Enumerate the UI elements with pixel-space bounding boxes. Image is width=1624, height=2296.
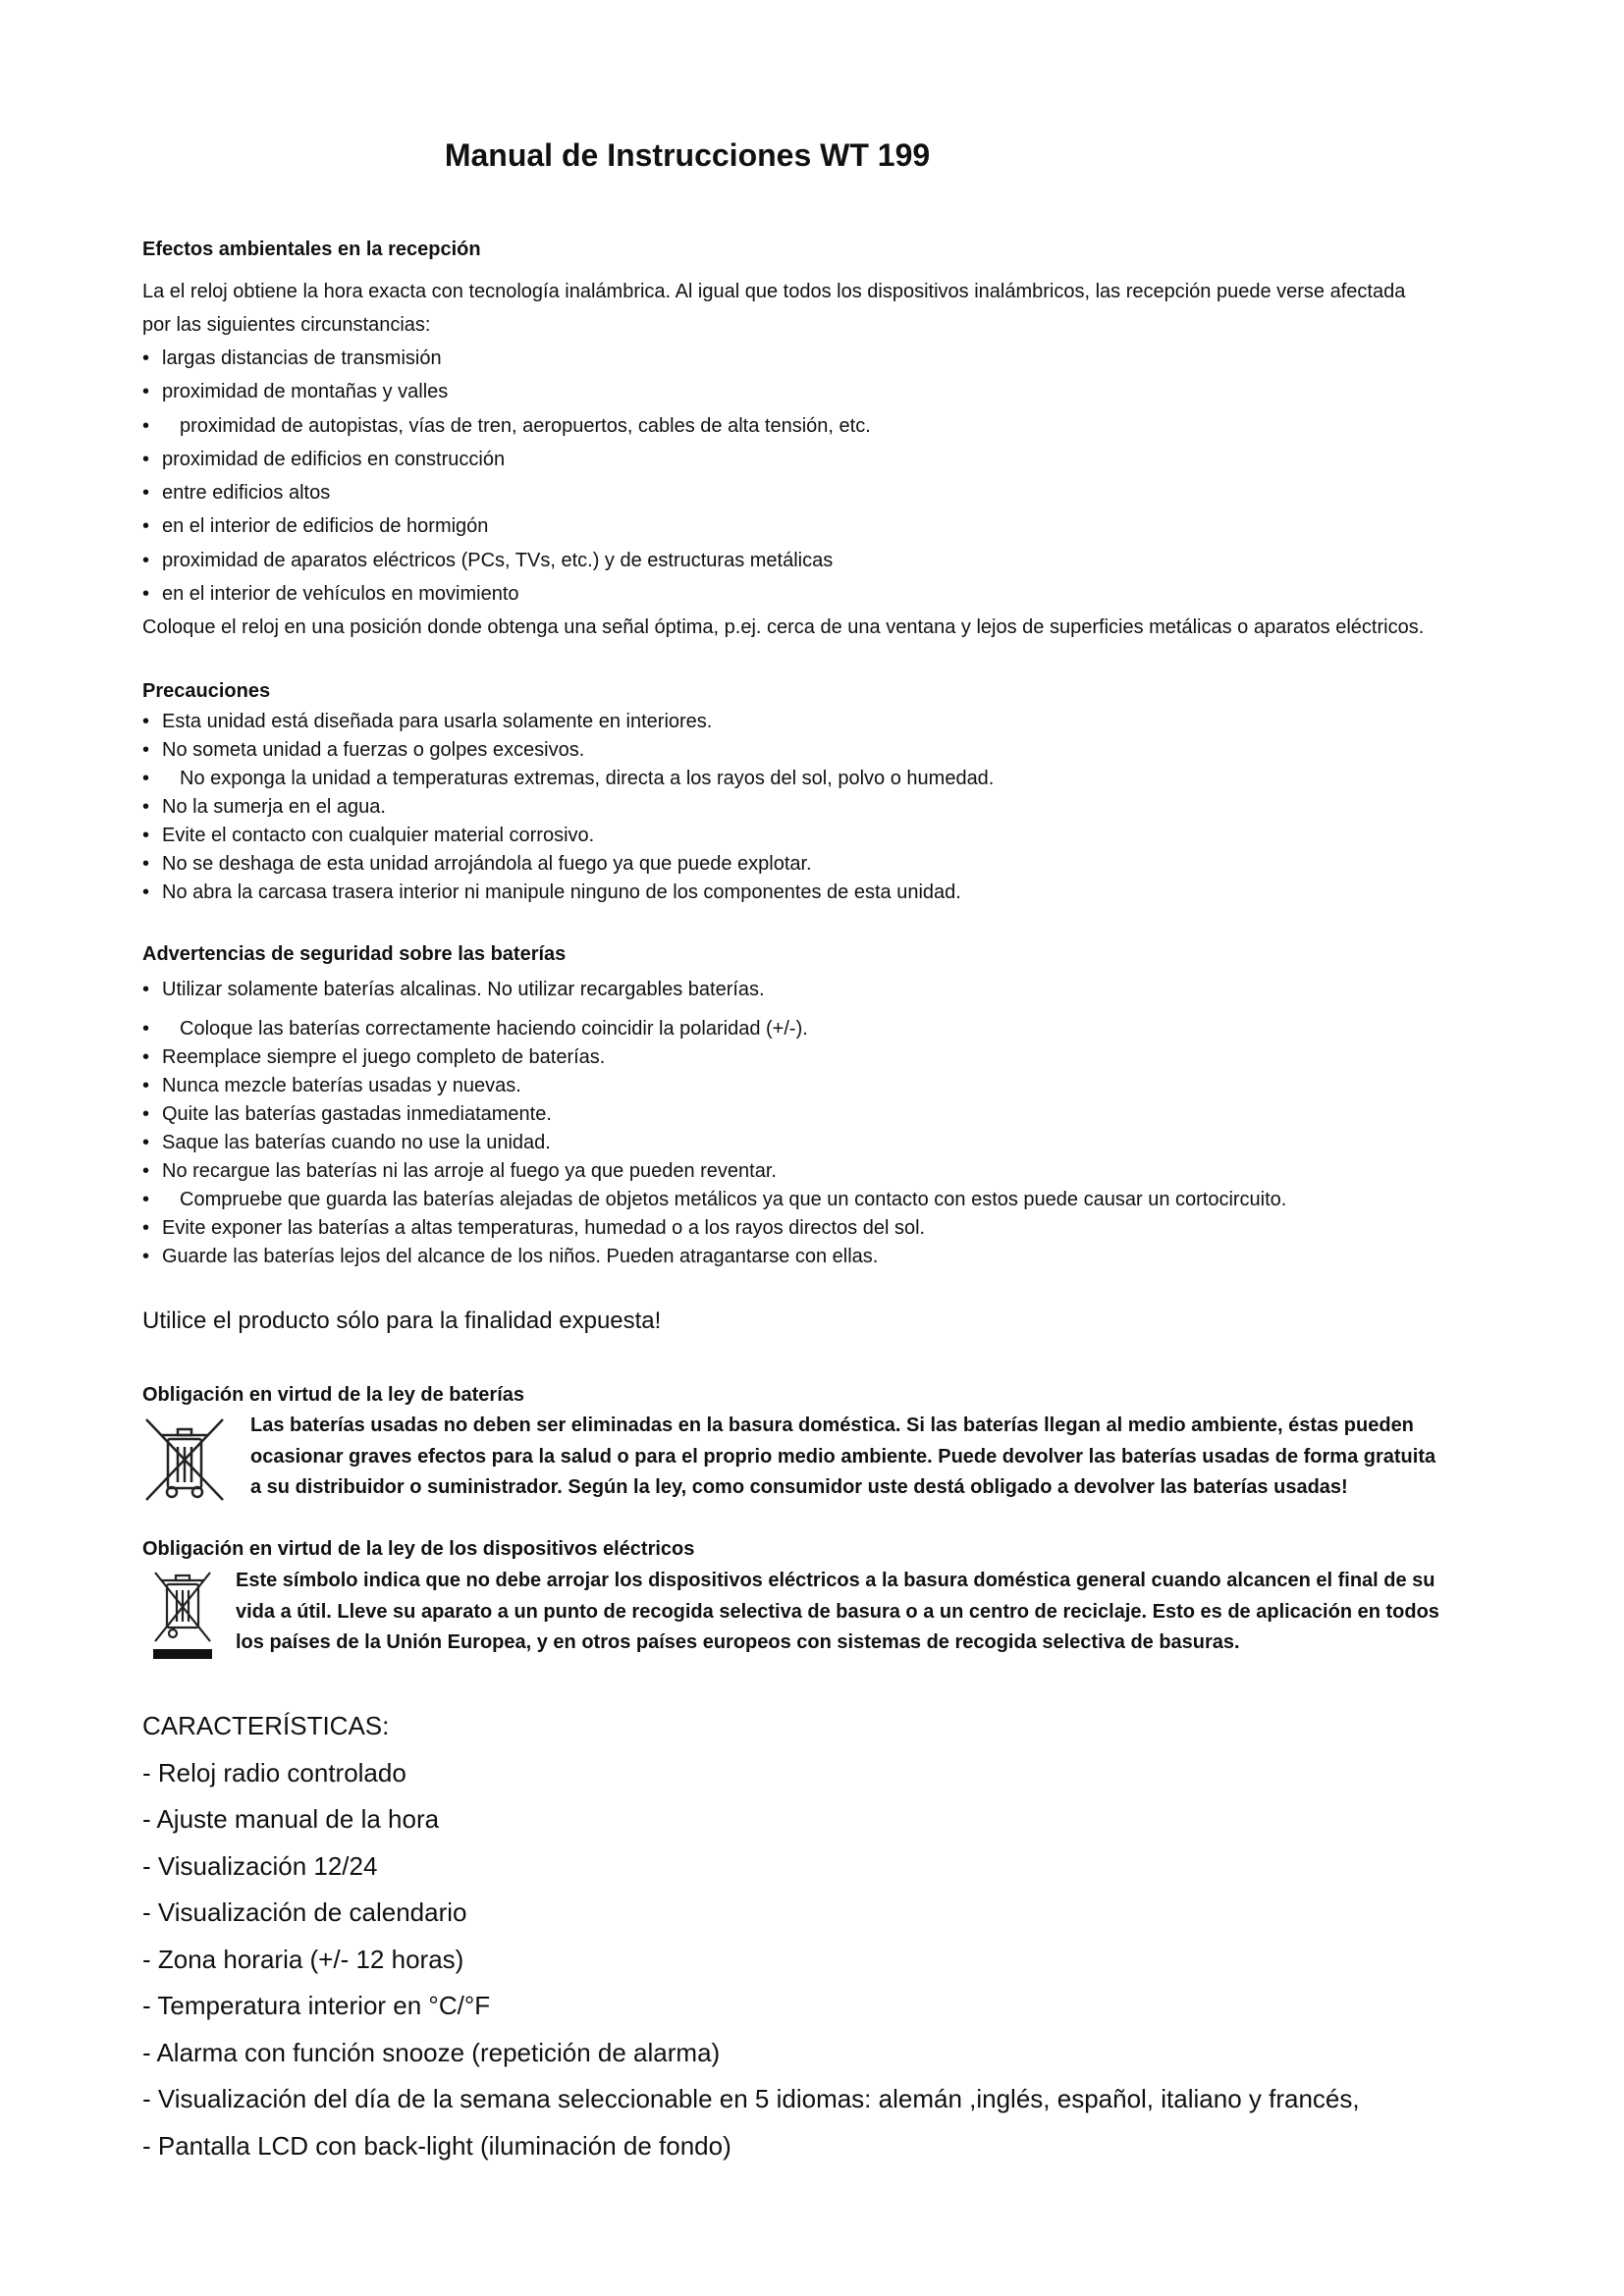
- list-item: • No se deshaga de esta unidad arrojándola al fuego ya que puede explotar.: [142, 850, 1517, 879]
- list-item: • Guarde las baterías lejos del alcance de los niños. Pueden atragantarse con ellas.: [142, 1243, 1517, 1271]
- paragraph-line: La el reloj obtiene la hora exacta con tecnología inalámbrica. Al igual que todos los dispositivos inalámbricos, las recepción puede verse afectada: [142, 281, 1406, 302]
- list-item: • No recargue las baterías ni las arroje al fuego ya que pueden reventar.: [142, 1157, 1517, 1186]
- list-item: • Quite las baterías gastadas inmediatamente.: [142, 1100, 1517, 1129]
- list-item: • Esta unidad está diseñada para usarla solamente en interiores.: [142, 708, 1517, 736]
- section-heading: Precauciones: [142, 680, 271, 702]
- feature-item: - Pantalla LCD con back-light (iluminación de fondo): [142, 2130, 731, 2161]
- paragraph-line: a su distribuidor o suministrador. Según la ley, como consumidor uste destá obligado a devolver las baterías usadas!: [250, 1476, 1348, 1498]
- section-precauciones: [142, 680, 1517, 703]
- section-caracteristicas: [142, 1703, 1517, 2169]
- paragraph-line: ocasionar graves efectos para la salud o para el proprio medio ambiente. Puede devolver las baterías usadas de forma gratuita: [250, 1445, 1436, 1468]
- precauciones-body: [142, 708, 1517, 907]
- section-efectos: [142, 239, 1517, 261]
- utilice-text: Utilice el producto sólo para la finalidad expuesta!: [142, 1308, 662, 1334]
- list-item: • Utilizar solamente baterías alcalinas. No utilizar recargables baterías.: [142, 976, 1517, 1004]
- paragraph-line: Las baterías usadas no deben ser eliminadas en la basura doméstica. Si las baterías llegan al medio ambiente, éstas pueden: [250, 1415, 1414, 1436]
- crossed-bin-icon: [142, 1414, 227, 1504]
- baterias-list-first: [142, 976, 1517, 1004]
- list-item: • proximidad de aparatos eléctricos (PCs, TVs, etc.) y de estructuras metálicas: [142, 544, 1517, 577]
- section-heading: Obligación en virtud de la ley de los dispositivos eléctricos: [142, 1538, 695, 1560]
- paragraph-line: Coloque el reloj en una posición donde obtenga una señal óptima, p.ej. cerca de una ventana y lejos de superficies metálicas o aparatos eléctricos.: [142, 616, 1425, 639]
- list-item: • proximidad de autopistas, vías de tren, aeropuertos, cables de alta tensión, etc.: [142, 409, 1517, 443]
- weee-bin-icon: [147, 1571, 218, 1661]
- utilice-note: [142, 1308, 1517, 1335]
- feature-item: - Visualización de calendario: [142, 1897, 467, 1927]
- precauciones-list: [142, 708, 1517, 907]
- section-ley-baterias: [142, 1384, 1517, 1407]
- feature-item: - Zona horaria (+/- 12 horas): [142, 1944, 464, 1974]
- feature-item: - Visualización del día de la semana seleccionable en 5 idiomas: alemán ,inglés, español, italiano y francés,: [142, 2084, 1360, 2113]
- efectos-list: [142, 342, 1517, 611]
- section-heading: Efectos ambientales en la recepción: [142, 239, 481, 260]
- baterias-list: [142, 1015, 1517, 1271]
- paragraph-line: Este símbolo indica que no debe arrojar los dispositivos eléctricos a la basura doméstica general cuando alcancen el final de su: [236, 1570, 1435, 1591]
- list-item: • largas distancias de transmisión: [142, 342, 1517, 375]
- feature-item: - Alarma con función snooze (repetición de alarma): [142, 2037, 721, 2067]
- section-heading: CARACTERÍSTICAS:: [142, 1711, 390, 1740]
- list-item: • Compruebe que guarda las baterías alejadas de objetos metálicos ya que un contacto con estos puede causar un cortocircuito.: [142, 1186, 1517, 1214]
- feature-item: - Reloj radio controlado: [142, 1757, 406, 1788]
- ley-baterias-body: [250, 1411, 1527, 1504]
- list-item: • proximidad de montañas y valles: [142, 375, 1517, 408]
- baterias-body: [142, 1015, 1517, 1271]
- paragraph-line: los países de la Unión Europea, y en otros países europeos con sistemas de recogida selectiva de basuras.: [236, 1631, 1240, 1653]
- section-baterias: [142, 943, 1517, 966]
- list-item: • No la sumerja en el agua.: [142, 793, 1517, 822]
- list-item: • Nunca mezcle baterías usadas y nuevas.: [142, 1072, 1517, 1100]
- list-item: • entre edificios altos: [142, 476, 1517, 509]
- paragraph-line: vida a útil. Lleve su aparato a un punto de recogida selectiva de basura o a un centro de reciclaje. Esto es de aplicación en todos: [236, 1600, 1439, 1623]
- list-item: • Coloque las baterías correctamente haciendo coincidir la polaridad (+/-).: [142, 1015, 1517, 1043]
- ley-dispositivos-body: [236, 1566, 1532, 1659]
- baterias-first: [142, 976, 1517, 1004]
- list-item: • Saque las baterías cuando no use la unidad.: [142, 1129, 1517, 1157]
- section-heading: Advertencias de seguridad sobre las baterías: [142, 943, 567, 965]
- section-heading: Obligación en virtud de la ley de baterías: [142, 1384, 525, 1406]
- section-ley-dispositivos: [142, 1538, 1517, 1561]
- feature-item: - Temperatura interior en °C/°F: [142, 1991, 491, 2020]
- list-item: • No exponga la unidad a temperaturas extremas, directa a los rayos del sol, polvo o humedad.: [142, 765, 1517, 793]
- feature-item: - Ajuste manual de la hora: [142, 1804, 440, 1834]
- list-item: • Evite el contacto con cualquier material corrosivo.: [142, 822, 1517, 850]
- list-item: • No someta unidad a fuerzas o golpes excesivos.: [142, 736, 1517, 765]
- efectos-body: [142, 275, 1517, 644]
- list-item: • en el interior de edificios de hormigón: [142, 509, 1517, 543]
- list-item: • proximidad de edificios en construcción: [142, 443, 1517, 476]
- list-item: • en el interior de vehículos en movimiento: [142, 577, 1517, 611]
- list-item: • Evite exponer las baterías a altas temperaturas, humedad o a los rayos directos del sol.: [142, 1214, 1517, 1243]
- list-item: • No abra la carcasa trasera interior ni manipule ninguno de los componentes de esta unidad.: [142, 879, 1517, 907]
- feature-item: - Visualización 12/24: [142, 1850, 378, 1881]
- page-title: Manual de Instrucciones WT 199: [444, 137, 931, 173]
- list-item: • Reemplace siempre el juego completo de baterías.: [142, 1043, 1517, 1072]
- paragraph-line: por las siguientes circunstancias:: [142, 314, 431, 336]
